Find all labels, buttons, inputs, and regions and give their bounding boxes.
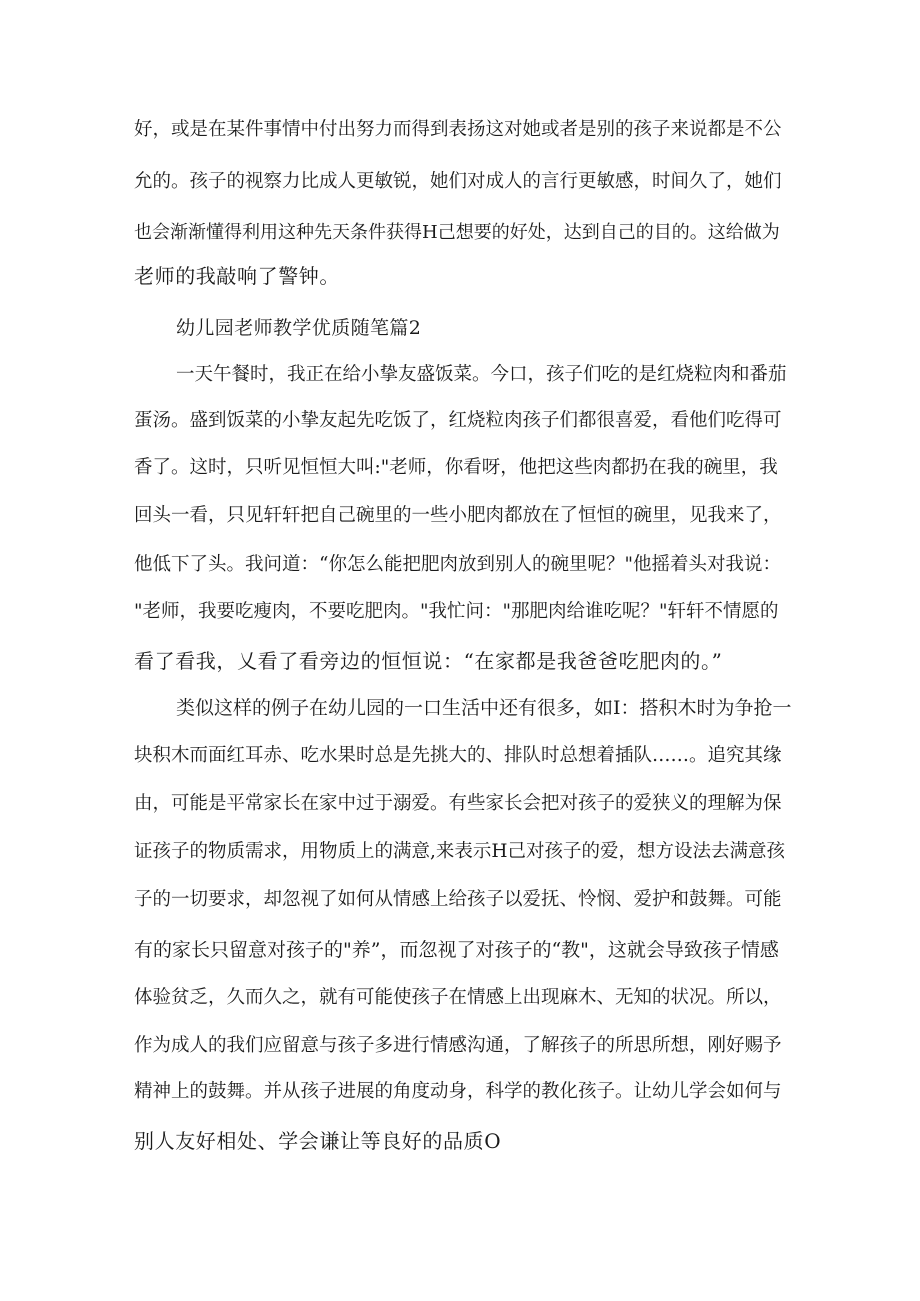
text-line: 蛋汤。盛到饭菜的小挚友起先吃饭了，红烧粒肉孩子们都很喜爱，看他们吃得可 [134, 410, 782, 431]
text-line: 类似这样的例子在幼儿园的一口生活中还有很多，如I：搭积木时为争抢一 [176, 697, 792, 719]
text-line: 好，或是在某件事情中付出努力而得到表扬这对她或者是别的孩子来说都是不公 [134, 119, 782, 140]
text-line: 香了。这时，只听见恒恒大叫:"老师，你看呀，他把这些肉都扔在我的碗里，我 [134, 457, 778, 478]
text-line: 块积木而面红耳赤、吃水果时总是先挑大的、排队时总想着插队……。追究其缘 [134, 745, 782, 766]
text-line: 回头一看，只见轩轩把自己碗里的一些小肥肉都放在了恒恒的碗里，见我来了， [134, 505, 782, 526]
section-heading: 幼儿园老师教学优质随笔篇2 [176, 317, 422, 339]
text-line: 由，可能是平常家长在家中过于溺爱。有些家长会把对孩子的爱狭义的理解为保 [134, 793, 782, 814]
text-line: 子的一切要求，却忽视了如何从情感上给孩子以爱抚、怜悯、爱护和鼓舞。可能 [134, 889, 782, 910]
text-line: 别人友好相处、学会谦让等良好的品质O [134, 1129, 502, 1153]
text-line: 证孩子的物质需求，用物质上的满意,来表示H己对孩子的爱，想方设法去满意孩 [134, 841, 786, 862]
text-line: 一天午餐时，我正在给小挚友盛饭菜。今口，孩子们吃的是红烧粒肉和番茄 [176, 364, 787, 385]
text-line: 有的家长只留意对孩子的"养”，而忽视了对孩子的“教"，这就会导致孩子情感 [134, 939, 779, 961]
text-line: 他低下了头。我问道：“你怎么能把肥肉放到别人的碗里呢？"他摇着头对我说： [134, 554, 781, 575]
text-line: 精神上的鼓舞。并从孩子进展的角度动身，科学的教化孩子。让幼儿学会如何与 [134, 1081, 782, 1102]
text-line: 老师的我敲响了警钟。 [134, 264, 340, 288]
text-line: 体验贫乏，久而久之，就有可能使孩子在情感上出现麻木、无知的状况。所以， [134, 987, 782, 1008]
text-line: 看了看我，乂看了看旁边的恒恒说：“在家都是我爸爸吃肥肉的。” [134, 649, 723, 673]
text-line: 作为成人的我们应留意与孩子多进行情感沟通，了解孩子的所思所想，刚好赐予 [134, 1035, 782, 1056]
text-line: 也会渐渐懂得利用这种先天条件获得H己想要的好处，达到自己的目的。这给做为 [134, 222, 780, 243]
text-line: 允的。孩子的视察力比成人更敏锐，她们对成人的言行更敏感，时间久了，她们 [134, 171, 782, 192]
text-line: "老师，我要吃瘦肉，不要吃肥肉。"我忙问："那肥肉给谁吃呢？"轩轩不情愿的 [134, 601, 779, 622]
